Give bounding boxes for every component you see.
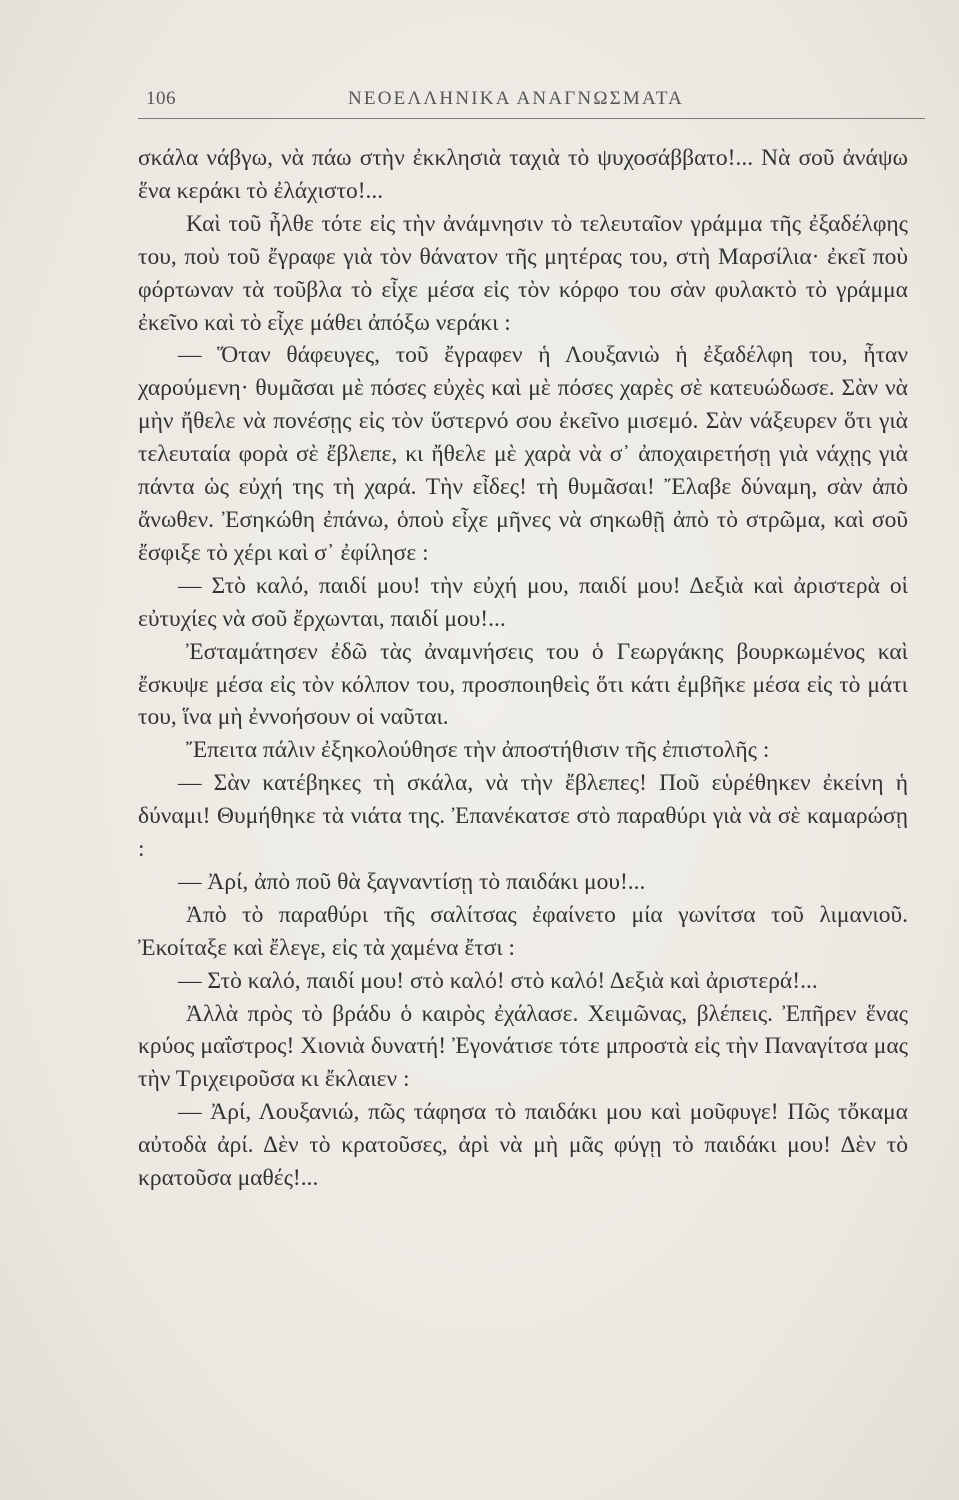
dialogue-paragraph: — Ἀρί, Λουξανιώ, πῶς τάφησα τὸ παιδάκι μου καὶ μοῦφυγε! Πῶς τὄκαμα αὐτοδὰ ἀρί. Δὲν τὸ κρατοῦσες, ἀρὶ νὰ μὴ μᾶς φύγῃ τὸ παιδάκι μου! Δὲν τὸ κρατοῦσα μαθές!... xyxy=(138,1099,908,1192)
paragraph: Ἔπειτα πάλιν ἐξηκολούθησε τὴν ἀποστήθισιν τῆς ἐπιστολῆς : xyxy=(186,737,770,764)
dialogue-paragraph: — Ἀρί, ἀπὸ ποῦ θὰ ξαγναντίσῃ τὸ παιδάκι μου!... xyxy=(178,868,646,895)
page-header xyxy=(138,88,925,119)
dialogue-paragraph: — Στὸ καλό, παιδί μου! στὸ καλό! στὸ καλό! Δεξιὰ καὶ ἀριστερά!... xyxy=(178,967,818,994)
dialogue-paragraph: — Στὸ καλό, παιδί μου! τὴν εὐχή μου, παιδί μου! Δεξιὰ καὶ ἀριστερὰ οἱ εὐτυχίες νὰ σοῦ ἔρχωνται, παιδί μου!... xyxy=(138,572,908,632)
running-title: ΝΕΟΕΛΛΗΝΙΚΑ ΑΝΑΓΝΩΣΜΑΤΑ xyxy=(348,88,685,109)
paragraph: Καὶ τοῦ ἦλθε τότε εἰς τὴν ἀνάμνησιν τὸ τελευταῖον γράμμα τῆς ἐξαδέλφης του, ποὺ τοῦ ἔγραφε γιὰ τὸν θάνατον τῆς μητέρας του, στὴ Μαρσίλια· ἐκεῖ ποὺ φόρτωναν τὰ τοῦβλα τὸ εἶχε μέσα εἰς τὸν κόρφο του σὰν φυλακτὸ τὸ γράμμα ἐκεῖνο καὶ τὸ εἶχε μάθει ἀπόξω νεράκι : xyxy=(138,210,908,336)
paragraph: Ἀλλὰ πρὸς τὸ βράδυ ὁ καιρὸς ἐχάλασε. Χειμῶνας, βλέπεις. Ἐπῆρεν ἕνας κρύος μαΐστρος! Χιονιὰ δυνατή! Ἐγονάτισε τότε μπροστὰ εἰς τὴν Παναγίτσα μας τὴν Τριχειροῦσα κι ἔκλαιεν : xyxy=(138,1000,908,1093)
dialogue-paragraph: — Σὰν κατέβηκες τὴ σκάλα, νὰ τὴν ἔβλεπες! Ποῦ εὑρέθηκεν ἐκείνη ἡ δύναμι! Θυμήθηκε τὰ νιάτα της. Ἐπανέκατσε στὸ παραθύρι γιὰ νὰ σὲ καμαρώσῃ : xyxy=(138,770,908,863)
paragraph: Ἀπὸ τὸ παραθύρι τῆς σαλίτσας ἐφαίνετο μία γωνίτσα τοῦ λιμανιοῦ. Ἐκοίταξε καὶ ἔλεγε, εἰς τὰ χαμένα ἔτσι : xyxy=(138,901,908,961)
paragraph: Ἐσταμάτησεν ἐδῶ τὰς ἀναμνήσεις του ὁ Γεωργάκης βουρκωμένος καὶ ἔσκυψε μέσα εἰς τὸν κόλπον του, προσποιηθεὶς ὅτι κάτι ἐμβῆκε μέσα εἰς τὸ μάτι του, ἵνα μὴ ἐννοήσουν οἱ ναῦται. xyxy=(138,638,908,731)
dialogue-paragraph: — Ὅταν θάφευγες, τοῦ ἔγραφεν ἡ Λουξανιὼ ἡ ἐξαδέλφη του, ἦταν χαρούμενη· θυμᾶσαι μὲ πόσες εὐχὲς καὶ μὲ πόσες χαρὲς σὲ κατευώδωσε. Σὰν νὰ μὴν ἤθελε νὰ πονέσῃς εἰς τὸν ὕστερνό σου ἐκεῖνο μισεμό. Σὰν νάξευρεν ὅτι γιὰ τελευταία φορὰ σὲ ἔβλεπε, κι ἤθελε μὲ χαρὰ νὰ σ᾽ ἀποχαιρετήσῃ γιὰ νάχῃς γιὰ πάντα ὡς εὐχή της τὴ χαρά. Τὴν εἶδες! τὴ θυμᾶσαι! Ἔλαβε δύναμη, σὰν ἀπὸ ἄνωθεν. Ἐσηκώθη ἐπάνω, ὁποὺ εἶχε μῆνες νὰ σηκωθῇ ἀπὸ τὸ στρῶμα, καὶ σοῦ ἔσφιξε τὸ χέρι καὶ σ᾽ ἐφίλησε : xyxy=(138,342,908,566)
body-text xyxy=(138,142,908,1195)
paragraph: σκάλα νάβγω, νὰ πάω στὴν ἐκκλησιὰ ταχιὰ τὸ ψυχοσάββατο!... Νὰ σοῦ ἀνάψω ἕνα κεράκι τὸ ἐλάχιστο!... xyxy=(138,145,908,204)
page-number: 106 xyxy=(146,88,176,109)
